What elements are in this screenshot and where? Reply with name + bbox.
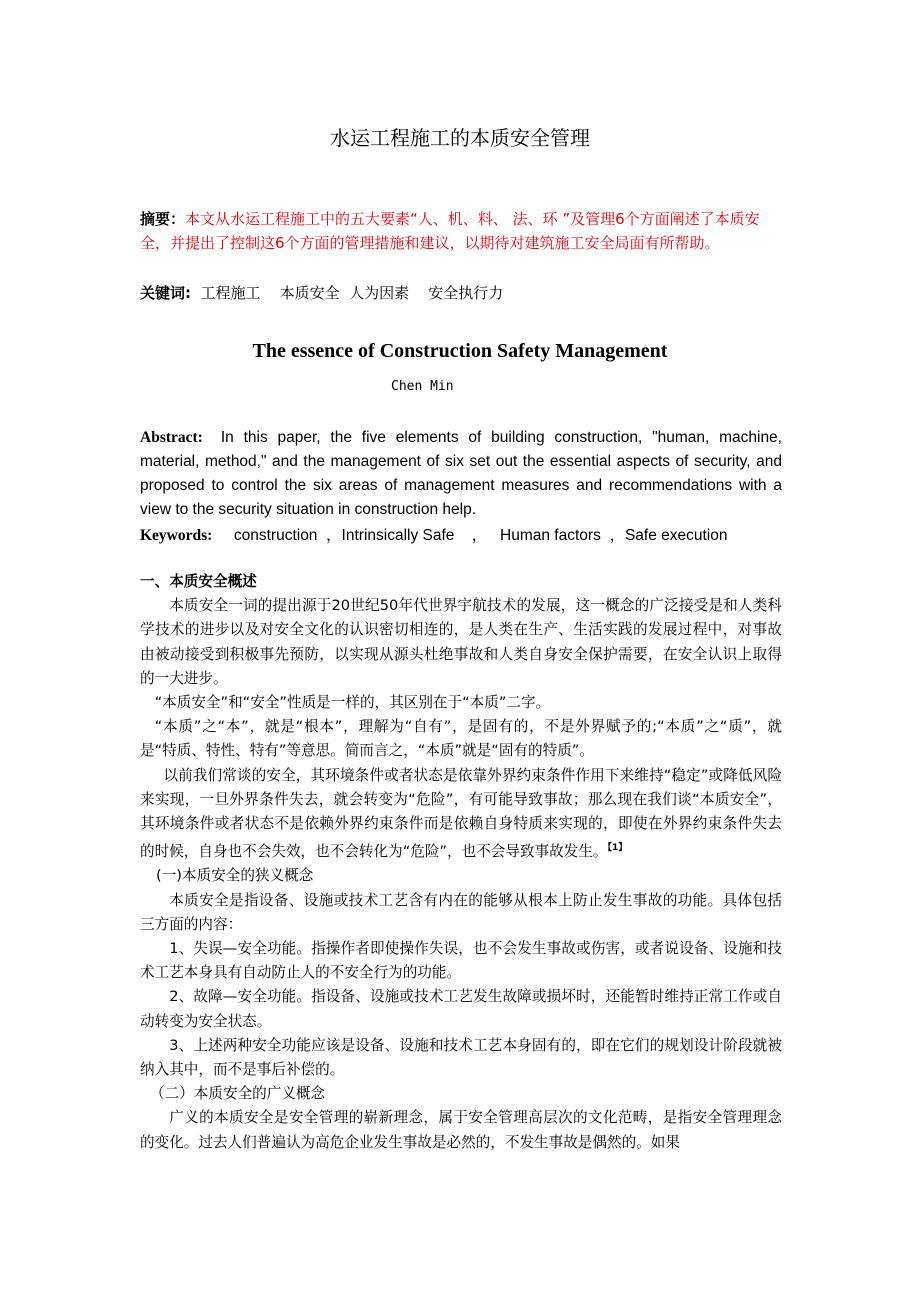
chinese-abstract-label: 摘要：: [140, 210, 186, 228]
paragraph: 本质安全一词的提出源于20世纪50年代世界宇航技术的发展，这一概念的广泛接受是和人类科学技术的进步以及对安全文化的认识密切相连的，是人类在生产、生活实践的发展过程中，对事故由被动接受到积极事先预防，以实现从源头杜绝事故和人类自身安全保护需要，在安全认识上取得的一大进步。: [140, 597, 782, 687]
chinese-keywords-text: 工程施工 本质安全 人为因素 安全执行力: [191, 284, 504, 302]
paragraph: [140, 764, 782, 865]
subsection-heading: (一)本质安全的狭义概念: [156, 867, 314, 885]
chinese-abstract-text: 本文从水运工程施工中的五大要素“人、机、料、 法、环 ”及管理6个方面阐述了本质安全，并提出了控制这6个方面的管理措施和建议，以期待对建筑施工安全局面有所帮助。: [140, 210, 760, 252]
paragraph-text: 以前我们常谈的安全，其环境条件或者状态是依靠外界约束条件作用下来维持“稳定”或降低风险来实现，一旦外界条件失去，就会转变为“危险”，有可能导致事故；那么现在我们谈“本质安全”，其环境条件或者状态不是依赖外界约束条件而是依赖自身特质来实现的，即使在外界约束条件失去的时候，自身也不会失效，也不会转化为“危险”，也不会导致事故发生。: [140, 766, 782, 861]
paragraph: “本质安全”和“安全”性质是一样的，其区别在于“本质”二字。: [154, 694, 551, 712]
english-abstract: [140, 426, 782, 522]
english-abstract-text: In this paper, the five elements of building construction, "human, machine, material, method," and the management of six set out the essential aspects of security, and proposed to control the six areas of management measures and recommendations with a view to the security situation in construction help.: [140, 429, 782, 518]
section-body: [140, 570, 782, 1155]
citation-marker: 【1】: [607, 843, 628, 854]
english-title: The essence of Construction Safety Management: [252, 340, 668, 362]
english-keywords-label: Keywords:: [140, 527, 213, 544]
paragraph: “本质”之“本”，就是“根本”，理解为“自有”，是固有的，不是外界赋予的;“本质”之“质”，就是“特质、特性、特有”等意思。简而言之，“本质”就是“固有的特质”。: [140, 718, 782, 760]
paragraph: 广义的本质安全是安全管理的崭新理念，属于安全管理高层次的文化范畴，是指安全管理理念的变化。过去人们普遍认为高危企业发生事故是必然的，不发生事故是偶然的。如果: [140, 1109, 782, 1151]
list-item: 2、故障—安全功能。指设备、设施或技术工艺发生故障或损坏时，还能暂时维持正常工作或自动转变为安全状态。: [140, 988, 782, 1030]
paragraph: 本质安全是指设备、设施或技术工艺含有内在的能够从根本上防止发生事故的功能。具体包括三方面的内容：: [140, 891, 782, 933]
list-item: 1、失误—安全功能。指操作者即使操作失误，也不会发生事故或伤害，或者说设备、设施和技术工艺本身具有自动防止人的不安全行为的功能。: [140, 939, 782, 982]
list-item: 3、上述两种安全功能应该是设备、设施和技术工艺本身固有的，即在它们的规划设计阶段就被纳入其中，而不是事后补偿的。: [140, 1036, 782, 1078]
author-name: Chen Min: [391, 379, 454, 394]
chinese-keywords-label: 关键词:: [140, 284, 191, 302]
chinese-keywords: [140, 282, 782, 303]
english-abstract-label: Abstract:: [140, 429, 203, 446]
english-keywords-text: construction ，Intrinsically Safe ， Human factors ，Safe execution: [212, 527, 728, 544]
english-keywords: [140, 523, 782, 545]
section-heading: 一、本质安全概述: [140, 573, 257, 590]
subsection-heading: （二）本质安全的广义概念: [150, 1085, 326, 1103]
chinese-abstract: [140, 207, 782, 255]
chinese-title: 水运工程施工的本质安全管理: [330, 126, 590, 150]
